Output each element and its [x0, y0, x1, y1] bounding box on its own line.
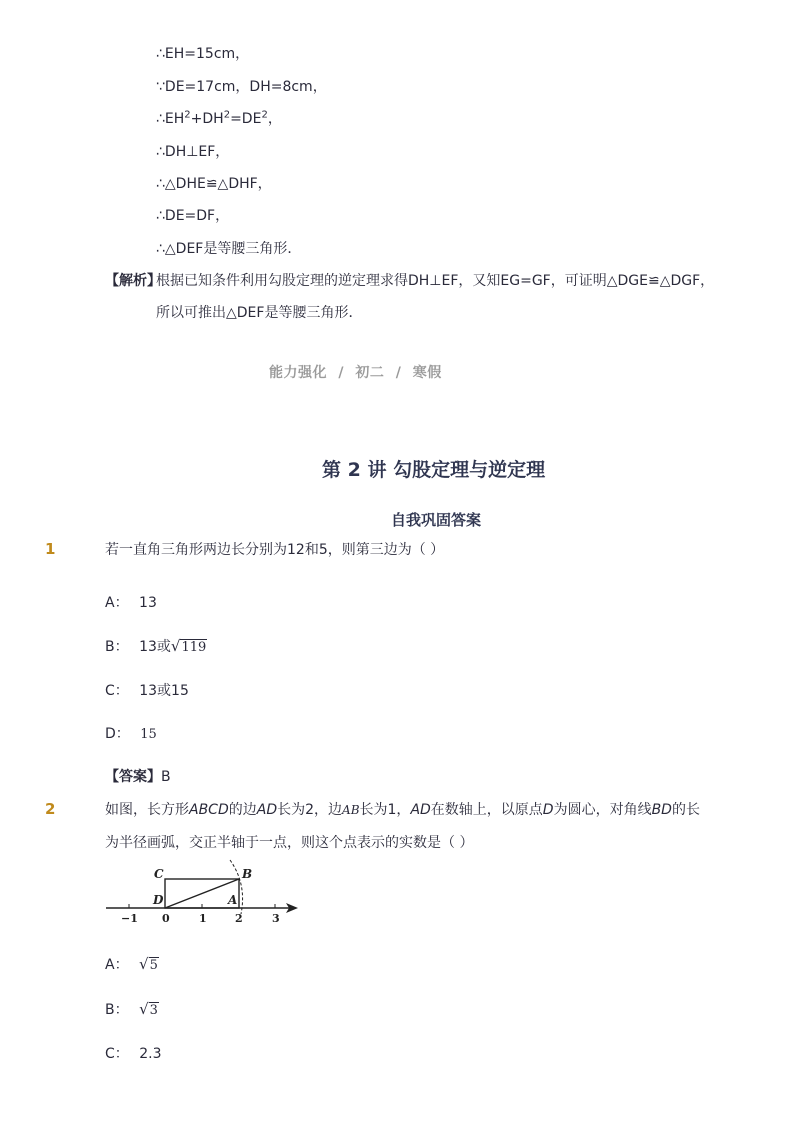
page-header	[269, 362, 442, 382]
sqrt-119-radicand: 119	[181, 640, 207, 655]
number-line-figure	[100, 858, 305, 930]
sqrt-3: √3	[139, 1000, 158, 1018]
q2-t9: 在数轴上，以原点	[430, 802, 543, 818]
q1-option-d-label: D：	[105, 726, 130, 742]
q1-option-d	[105, 724, 157, 745]
proof-line-6: ∴DE=DF，	[156, 208, 230, 224]
q1-option-b-prefix: 13或	[139, 639, 171, 655]
q2-option-c	[105, 1044, 162, 1064]
proof-line-2: ∵DE=17cm，DH=8cm，	[156, 79, 327, 95]
proof-line-1: ∴EH=15cm，	[156, 46, 250, 62]
q1-option-b	[105, 636, 207, 658]
eq-de: =DE	[230, 111, 262, 127]
q2-t11: 为圆心，对角线	[553, 802, 652, 818]
eq-dh: +DH	[190, 111, 224, 127]
q2-t7: 长为1，	[359, 802, 411, 818]
section-subtitle: 自我巩固答案	[391, 511, 482, 529]
label-d: D	[153, 893, 164, 907]
q2-t2: ABCD	[189, 802, 229, 818]
q1-option-c-label: C：	[105, 683, 129, 699]
label-b: B	[242, 867, 253, 881]
q1-option-a-label: A：	[105, 595, 129, 611]
question-1-text: 若一直角三角形两边长分别为12和5，则第三边为（ ）	[105, 542, 445, 558]
tick-label-2: 2	[235, 912, 243, 925]
eq-eh: ∴EH	[156, 111, 185, 127]
question-number-1: 1	[45, 540, 56, 558]
proof-line-4: ∴DH⊥EF，	[156, 144, 230, 160]
header-part-1: 能力强化	[269, 365, 327, 381]
analysis-line-1: 根据已知条件利用勾股定理的逆定理求得DH⊥EF，又知EG=GF，可证明△DGE≌△DGF，	[156, 273, 715, 289]
q2-option-b	[105, 999, 159, 1021]
sqrt-5: √5	[139, 955, 158, 973]
q2-t8: AD	[410, 802, 431, 818]
eq-exp-2: 2	[223, 109, 231, 121]
eq-comma: ，	[267, 111, 282, 127]
sqrt-3-radicand: 3	[149, 1003, 158, 1018]
q2-t12: BD	[651, 802, 672, 818]
q2-t3: 的边	[228, 802, 257, 818]
page-title: 第 2 讲 勾股定理与逆定理	[322, 459, 546, 481]
tick-label-0: 0	[162, 912, 170, 925]
q1-option-a-value: 13	[139, 595, 157, 611]
proof-line-3	[156, 109, 282, 129]
q2-option-c-value: 2.3	[139, 1046, 162, 1062]
q2-t10: D	[542, 802, 554, 818]
sqrt-5-radicand: 5	[149, 958, 158, 973]
eq-exp-3: 2	[261, 109, 268, 121]
tick-label-1: 1	[199, 912, 207, 925]
label-a: A	[228, 893, 238, 907]
analysis-line-2: 所以可推出△DEF是等腰三角形．	[156, 305, 363, 321]
label-c: C	[154, 867, 164, 881]
proof-line-5: ∴△DHE≌△DHF，	[156, 176, 272, 192]
q2-t4: AD	[256, 802, 278, 818]
tick-label-neg1: −1	[121, 912, 138, 925]
q2-t1: 如图，长方形	[105, 802, 189, 818]
sqrt-119: √119	[170, 637, 207, 655]
q1-option-c-value: 13或15	[139, 683, 189, 699]
q1-option-a	[105, 593, 157, 613]
q1-option-b-label: B：	[105, 639, 129, 655]
q2-t13: 的长	[671, 802, 700, 818]
analysis-tag: 【解析】	[105, 273, 161, 289]
header-part-2: 初二	[355, 365, 385, 381]
q2-option-a-label: A：	[105, 957, 129, 973]
q2-t6: AB	[342, 803, 360, 817]
q2-option-a	[105, 954, 159, 976]
q1-answer-value: B	[161, 769, 171, 785]
question-2-line-1	[105, 800, 700, 820]
q2-t5: 长为2，边	[277, 802, 343, 818]
q2-option-c-label: C：	[105, 1046, 129, 1062]
question-2-line-2: 为半径画弧，交正半轴于一点，则这个点表示的实数是（ ）	[105, 835, 474, 851]
header-sep-1: /	[338, 365, 344, 381]
q1-option-d-value: 15	[140, 727, 157, 742]
q2-option-b-label: B：	[105, 1002, 129, 1018]
proof-line-7: ∴△DEF是等腰三角形．	[156, 241, 302, 257]
question-number-2: 2	[45, 800, 56, 818]
q1-answer-tag: 【答案】	[105, 769, 161, 785]
q1-option-c	[105, 681, 189, 701]
eq-exp-1: 2	[184, 109, 191, 121]
q1-answer	[105, 767, 171, 787]
header-part-3: 寒假	[412, 365, 442, 381]
header-sep-2: /	[395, 365, 402, 381]
tick-label-3: 3	[272, 912, 280, 925]
